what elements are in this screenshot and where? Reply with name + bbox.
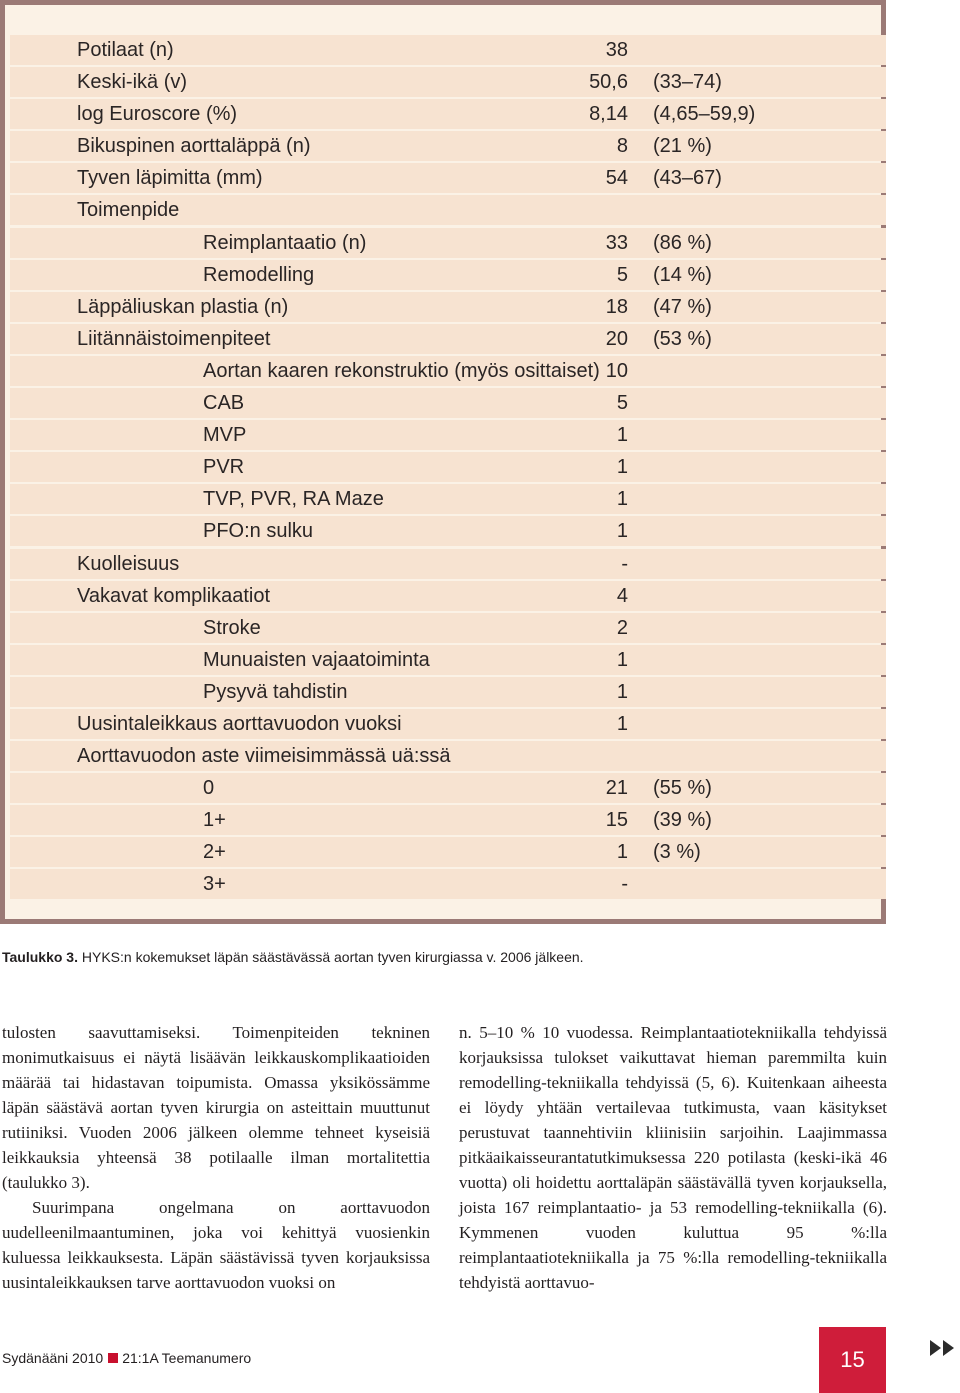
row-value: -: [621, 873, 628, 896]
row-label: MVP: [203, 424, 247, 447]
row-label: Reimplantaatio (n): [203, 231, 367, 254]
row-extra: (39 %): [653, 809, 712, 832]
table-row: [10, 613, 886, 643]
paragraph: tulosten saavuttamiseksi. Toimenpiteiden tekninen monimutkaisuus ei näytä lisäävän leikkauskomplikaatioiden määrää tai hidastavan toipumista. Omassa yksikössämme läpän säästävä aortan tyven kirurgia on asteittain muuttunut rutiiniksi. Vuoden 2006 jälkeen olemme tehneet kyseisiä leikkauksia yhteensä 38 potilaalle ilman mortalitettia (taulukko 3).: [2, 1023, 430, 1192]
table-row: [10, 292, 886, 322]
row-label: Kuolleisuus: [77, 552, 180, 575]
table-row: [10, 869, 886, 899]
row-value: 1: [616, 680, 628, 703]
row-label: Läppäliuskan plastia (n): [77, 295, 289, 318]
row-label: Keski-ikä (v): [77, 71, 188, 94]
table-row: [10, 195, 886, 225]
paragraph: Suurimpana ongelmana on aorttavuodon uudelleenilmaantuminen, joka voi kehittyä vuosienkin kuluessa leikkauksesta. Läpän säästävissä tyven korjauksissa uusintaleikkauksen tarve aorttavuodon vuoksi on: [2, 1198, 430, 1292]
row-value: 1: [616, 841, 628, 864]
row-label: Stroke: [203, 616, 261, 639]
paragraph: n. 5–10 % 10 vuodessa. Reimplantaatiotekniikalla tehdyissä korjauksissa tulokset vaikuttavat hieman paremmilta kuin remodelling-tekniikalla tehdyissä (5, 6). Kuitenkaan aiheesta ei löydy yhtään vertailevaa tutkimusta, vaan käsitykset perustuvat taannehtiviin kliinisiin sarjoihin. Laajimmassa pitkäaikaisseurantatutkimuksessa 220 potilasta (keski-ikä 46 vuotta) oli hoidettu aorttaläpän säästävällä tyven korjauksella, joista 167 reimplantaatio- ja 53 remodelling-tekniikalla (6). Kymmenen vuoden kuluttua 95 %:lla reimplantaatiotekniikalla ja 75 %:lla remodelling-tekniikalla tehdyistä aorttavuo-: [459, 1023, 887, 1292]
row-label: 2+: [203, 841, 226, 864]
row-value: 1: [616, 648, 628, 671]
table-caption: [2, 949, 584, 965]
issue-name: 21:1A Teemanumero: [122, 1350, 252, 1366]
row-extra: (55 %): [653, 777, 712, 800]
row-value: 1: [616, 424, 628, 447]
table-row: [10, 67, 886, 97]
row-value: 54: [605, 167, 628, 190]
row-label: Vakavat komplikaatiot: [77, 584, 271, 607]
table-row: [10, 228, 886, 258]
table-row: [10, 131, 886, 161]
table-row: [10, 805, 886, 835]
row-value: 8: [616, 135, 628, 158]
footer-square-icon: [108, 1353, 118, 1363]
table-row: [10, 99, 886, 129]
row-label: CAB: [203, 392, 245, 415]
table-row: [10, 356, 886, 386]
row-value: 4: [616, 584, 628, 607]
row-value: 8,14: [589, 103, 628, 126]
row-extra: (3 %): [653, 841, 701, 864]
row-extra: (43–67): [653, 167, 722, 190]
row-label: Remodelling: [203, 263, 315, 286]
row-value: 21: [605, 777, 628, 800]
row-value: 2: [616, 616, 628, 639]
row-label: 0: [203, 777, 215, 800]
row-label: Potilaat (n): [77, 39, 174, 61]
results-table: [10, 35, 886, 902]
table-row: [10, 741, 886, 771]
table-row: [10, 709, 886, 739]
row-label: 3+: [203, 873, 226, 896]
table-row: [10, 452, 886, 482]
row-label: Aortan kaaren rekonstruktio (myös osittaiset): [203, 359, 600, 382]
row-label: Munuaisten vajaatoiminta: [203, 648, 430, 671]
row-value: 18: [605, 295, 628, 318]
table-row: [10, 484, 886, 514]
row-label: PFO:n sulku: [203, 520, 314, 543]
table-row: [10, 516, 886, 546]
table-row: [10, 324, 886, 354]
row-value: 20: [605, 327, 628, 350]
row-label: TVP, PVR, RA Maze: [203, 488, 384, 511]
table-row: [10, 581, 886, 611]
body-column-right: [459, 1020, 887, 1295]
row-value: 33: [605, 231, 628, 254]
row-value: 1: [616, 488, 628, 511]
row-extra: (47 %): [653, 295, 712, 318]
table-row: [10, 163, 886, 193]
row-value: 15: [605, 809, 628, 832]
row-label: Liitännäistoimenpiteet: [77, 327, 271, 350]
row-value: 5: [616, 392, 628, 415]
row-value: 5: [616, 263, 628, 286]
row-label: 1+: [203, 809, 226, 832]
row-value: 1: [616, 520, 628, 543]
table-row: [10, 260, 886, 290]
page-number: 15: [819, 1327, 886, 1393]
caption-text: HYKS:n kokemukset läpän säästävässä aortan tyven kirurgiassa v. 2006 jälkeen.: [77, 949, 584, 965]
row-extra: (14 %): [653, 263, 712, 286]
row-label: Pysyvä tahdistin: [203, 680, 348, 703]
row-label: PVR: [203, 456, 245, 479]
row-value: 38: [605, 39, 628, 61]
table-row: [10, 645, 886, 675]
table-row: [10, 35, 886, 65]
body-column-left: [2, 1020, 430, 1295]
journal-name: Sydänääni 2010: [2, 1350, 104, 1366]
row-extra: (21 %): [653, 135, 712, 158]
row-label: Toimenpide: [77, 199, 180, 222]
row-value: 10: [605, 359, 628, 382]
row-extra: (4,65–59,9): [653, 103, 756, 126]
row-label: Uusintaleikkaus aorttavuodon vuoksi: [77, 712, 402, 735]
table-row: [10, 420, 886, 450]
row-value: 1: [616, 456, 628, 479]
table-row: [10, 837, 886, 867]
row-extra: (33–74): [653, 71, 722, 94]
table-row: [10, 388, 886, 418]
row-value: 50,6: [589, 71, 628, 94]
row-label: Aorttavuodon aste viimeisimmässä uä:ssä: [77, 745, 451, 768]
row-label: log Euroscore (%): [77, 103, 238, 126]
row-label: Tyven läpimitta (mm): [77, 167, 263, 190]
row-extra: (53 %): [653, 327, 712, 350]
row-label: Bikuspinen aorttaläppä (n): [77, 135, 311, 158]
fast-forward-icon: [930, 1338, 958, 1358]
footer: [2, 1348, 251, 1368]
caption-label: Taulukko 3.: [2, 949, 78, 965]
row-extra: (86 %): [653, 231, 712, 254]
table-row: [10, 549, 886, 579]
row-value: 1: [616, 712, 628, 735]
table-row: [10, 677, 886, 707]
row-value: -: [621, 552, 628, 575]
table-row: [10, 773, 886, 803]
